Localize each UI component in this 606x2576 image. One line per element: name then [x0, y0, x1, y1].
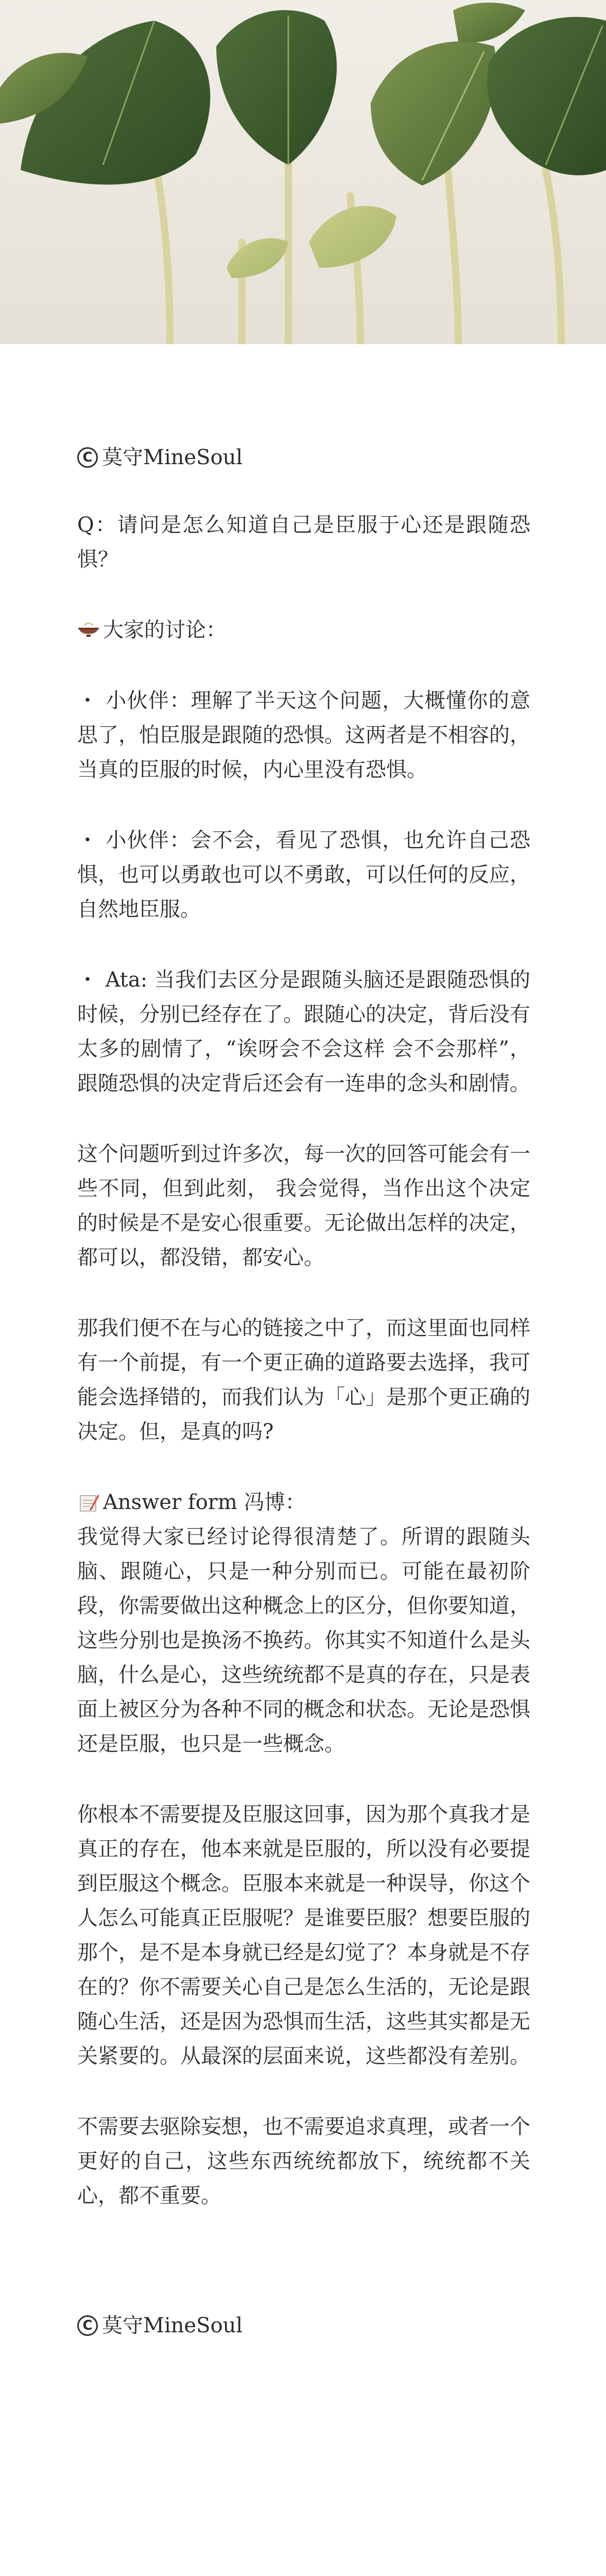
discussion-item-text: Ata: 当我们去区分是跟随头脑还是跟随恐惧的时候，分别已经存在了。跟随心的决定，背后没有太多的剧情了，“诶呀会不会这样 会不会那样”，跟随恐惧的决定背后还会有一连串的念头和剧情。: [77, 968, 531, 1095]
bowl-icon: [77, 620, 100, 641]
credit-line-top: [77, 443, 530, 472]
copyright-icon: C: [77, 2315, 98, 2336]
discussion-paragraph: 这个问题听到过许多次，每一次的回答可能会有一些不同，但到此刻， 我会觉得，当作出这个决定的时候是不是安心很重要。无论做出怎样的决定，都可以，都没错，都安心。: [77, 1142, 530, 1269]
answer-heading: [77, 1485, 530, 1520]
discussion-item-text: 小伙伴：会不会，看见了恐惧，也允许自己恐惧，也可以勇敢也可以不勇敢，可以任何的反应，自然地臣服。: [77, 828, 531, 921]
bullet-dot-icon: ・: [77, 828, 99, 852]
discussion-item: [77, 684, 530, 787]
answer-paragraph: 不需要去驱除妄想，也不需要追求真理，或者一个更好的自己，这些东西统统都放下，统统都不关心，都不重要。: [77, 2115, 530, 2208]
credit-text: 莫守MineSoul: [102, 2314, 243, 2337]
discussion-heading-text: 大家的讨论：: [103, 618, 227, 642]
answer-paragraph: 你根本不需要提及臣服这回事，因为那个真我才是真正的存在，他本来就是臣服的，所以没有必要提到臣服这个概念。臣服本来就是一种误导，你这个人怎么可能真正臣服呢？是谁要臣服？想要臣服的那个，是不是本身就已经是幻觉了？本身就是不存在的？你不需要关心自己是怎么生活的，无论是跟随心生活，还是因为恐惧而生活，这些其实都是无关紧要的。从最深的层面来说，这些都没有差别。: [77, 1803, 530, 2068]
taro-leaves-illustration: [0, 0, 606, 344]
memo-icon: [77, 1493, 100, 1513]
answer-paragraph: 我觉得大家已经讨论得很清楚了。所谓的跟随头脑、跟随心，只是一种分别而已。可能在最初阶段，你需要做出这种概念上的区分，但你要知道，这些分别也是换汤不换药。你其实不知道什么是头脑，什么是心，这些统统都不是真的存在，只是表面上被区分为各种不同的概念和状态。无论是恐惧还是臣服，也只是一些概念。: [77, 1525, 530, 1756]
discussion-heading: [77, 613, 530, 648]
copyright-icon: C: [77, 447, 98, 468]
question-text: Q：请问是怎么知道自己是臣服于心还是跟随恐惧？: [77, 513, 530, 571]
discussion-paragraph: 那我们便不在与心的链接之中了，而这里面也同样有一个前提，有一个更正确的道路要去选择，我可能会选择错的，而我们认为「心」是那个更正确的决定。但，是真的吗?: [77, 1316, 530, 1444]
credit-line-bottom: [77, 2311, 530, 2340]
header-image-taro-leaves: [0, 0, 606, 344]
discussion-item: [77, 823, 530, 927]
credit-text: 莫守MineSoul: [102, 446, 243, 469]
bullet-dot-icon: ・: [77, 689, 99, 713]
discussion-item-text: 小伙伴：理解了半天这个问题，大概懂你的意思了，怕臣服是跟随的恐惧。这两者是不相容的，当真的臣服的时候，内心里没有恐惧。: [77, 689, 531, 782]
bullet-dot-icon: ・: [77, 968, 98, 992]
article-body: [77, 443, 530, 2340]
discussion-item: [77, 963, 530, 1101]
answer-heading-text: Answer form 冯博：: [103, 1490, 306, 1514]
